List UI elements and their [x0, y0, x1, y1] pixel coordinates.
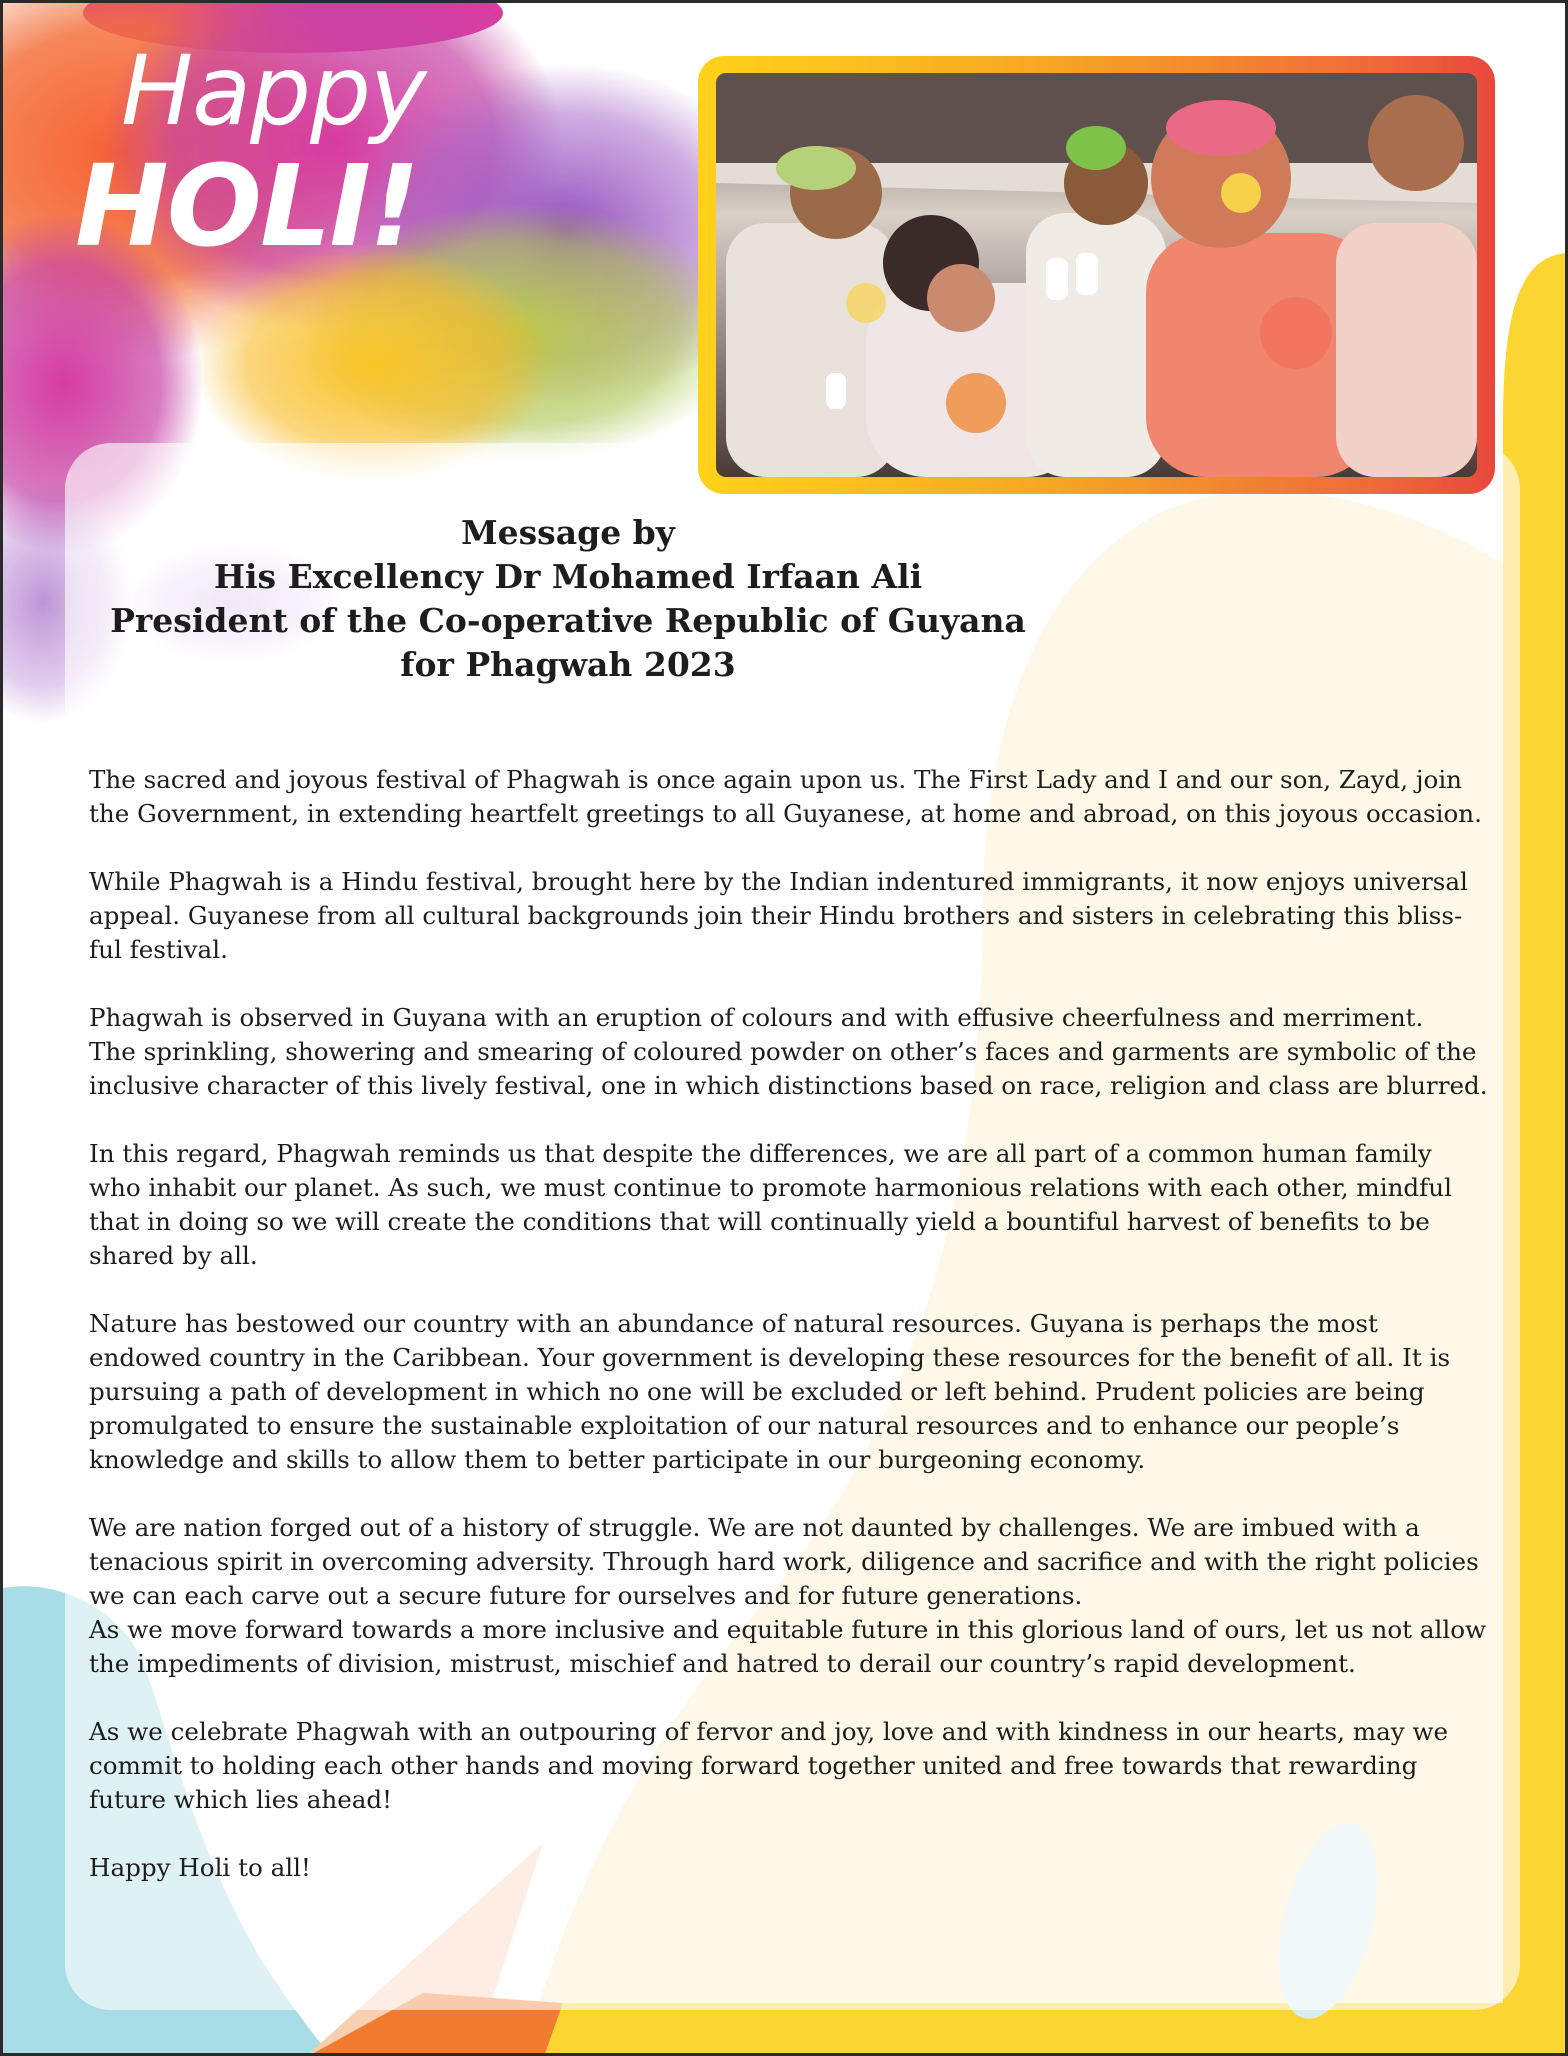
text-line: The sprinkling, showering and smearing of coloured powder on other’s faces and garments are symbolic of the	[89, 1037, 1477, 1066]
greeting-holi: HOLI!	[75, 142, 419, 272]
text-line: knowledge and skills to allow them to better participate in our burgeoning economy.	[89, 1445, 1146, 1474]
bottom-yellow-shape	[543, 2003, 1568, 2056]
paragraph-3	[89, 1001, 1509, 1103]
title-line-3: President of the Co-operative Republic of Guyana	[110, 601, 1026, 640]
text-line: Nature has bestowed our country with an abundance of natural resources. Guyana is perhaps the most	[89, 1309, 1378, 1338]
text-line: the impediments of division, mistrust, mischief and hatred to derail our country’s rapid development.	[89, 1649, 1356, 1678]
title-line-1: Message by	[461, 513, 675, 552]
celebration-photo	[716, 73, 1477, 477]
text-line: the Government, in extending heartfelt greetings to all Guyanese, at home and abroad, on this joyous occasion.	[89, 799, 1482, 828]
message-body	[89, 763, 1509, 1919]
text-line: endowed country in the Caribbean. Your government is developing these resources for the benefit of all. It is	[89, 1343, 1451, 1372]
paragraph-6	[89, 1511, 1509, 1613]
message-title	[63, 511, 1073, 687]
title-line-2: His Excellency Dr Mohamed Irfaan Ali	[213, 557, 923, 596]
paragraph-4	[89, 1137, 1509, 1273]
text-line: promulgated to ensure the sustainable exploitation of our natural resources and to enhance our people’s	[89, 1411, 1400, 1440]
text-line: appeal. Guyanese from all cultural backgrounds join their Hindu brothers and sisters in celebrating this bliss-	[89, 901, 1463, 930]
text-line: commit to holding each other hands and moving forward together united and free towards that rewarding	[89, 1751, 1418, 1780]
paragraph-9	[89, 1851, 1509, 1885]
text-line: We are nation forged out of a history of struggle. We are not daunted by challenges. We are imbued with a	[89, 1513, 1420, 1542]
text-line: As we celebrate Phagwah with an outpouring of fervor and joy, love and with kindness in our hearts, may we	[89, 1717, 1449, 1746]
text-line: Phagwah is observed in Guyana with an eruption of colours and with effusive cheerfulness and merriment.	[89, 1003, 1424, 1032]
title-line-4: for Phagwah 2023	[400, 645, 736, 684]
greeting-happy: Happy	[121, 35, 426, 147]
text-line: In this regard, Phagwah reminds us that despite the differences, we are all part of a common human family	[89, 1139, 1432, 1168]
text-line: As we move forward towards a more inclusive and equitable future in this glorious land of ours, let us not allow	[89, 1615, 1487, 1644]
paragraph-8	[89, 1715, 1509, 1817]
text-line: future which lies ahead!	[89, 1785, 393, 1814]
paragraph-1	[89, 763, 1509, 831]
paragraph-2	[89, 865, 1509, 967]
text-line: The sacred and joyous festival of Phagwah is once again upon us. The First Lady and I and our son, Zayd, join	[89, 765, 1463, 794]
text-line: that in doing so we will create the conditions that will continually yield a bountiful harvest of benefits to be	[89, 1207, 1430, 1236]
text-line: shared by all.	[89, 1241, 258, 1270]
paragraph-7	[89, 1613, 1509, 1681]
text-line: ful festival.	[89, 935, 228, 964]
text-line: pursuing a path of development in which no one will be excluded or left behind. Prudent policies are being	[89, 1377, 1425, 1406]
text-line: inclusive character of this lively festival, one in which distinctions based on race, religion and class are blurred.	[89, 1071, 1488, 1100]
paragraph-5	[89, 1307, 1509, 1477]
text-line: tenacious spirit in overcoming adversity. Through hard work, diligence and sacrifice and with the right policies	[89, 1547, 1479, 1576]
text-line: Happy Holi to all!	[89, 1853, 311, 1882]
text-line: While Phagwah is a Hindu festival, brought here by the Indian indentured immigrants, it now enjoys universal	[89, 867, 1468, 896]
text-line: who inhabit our planet. As such, we must continue to promote harmonious relations with each other, mindful	[89, 1173, 1452, 1202]
photo-frame	[698, 56, 1495, 494]
text-line: we can each carve out a secure future for ourselves and for future generations.	[89, 1581, 1083, 1610]
